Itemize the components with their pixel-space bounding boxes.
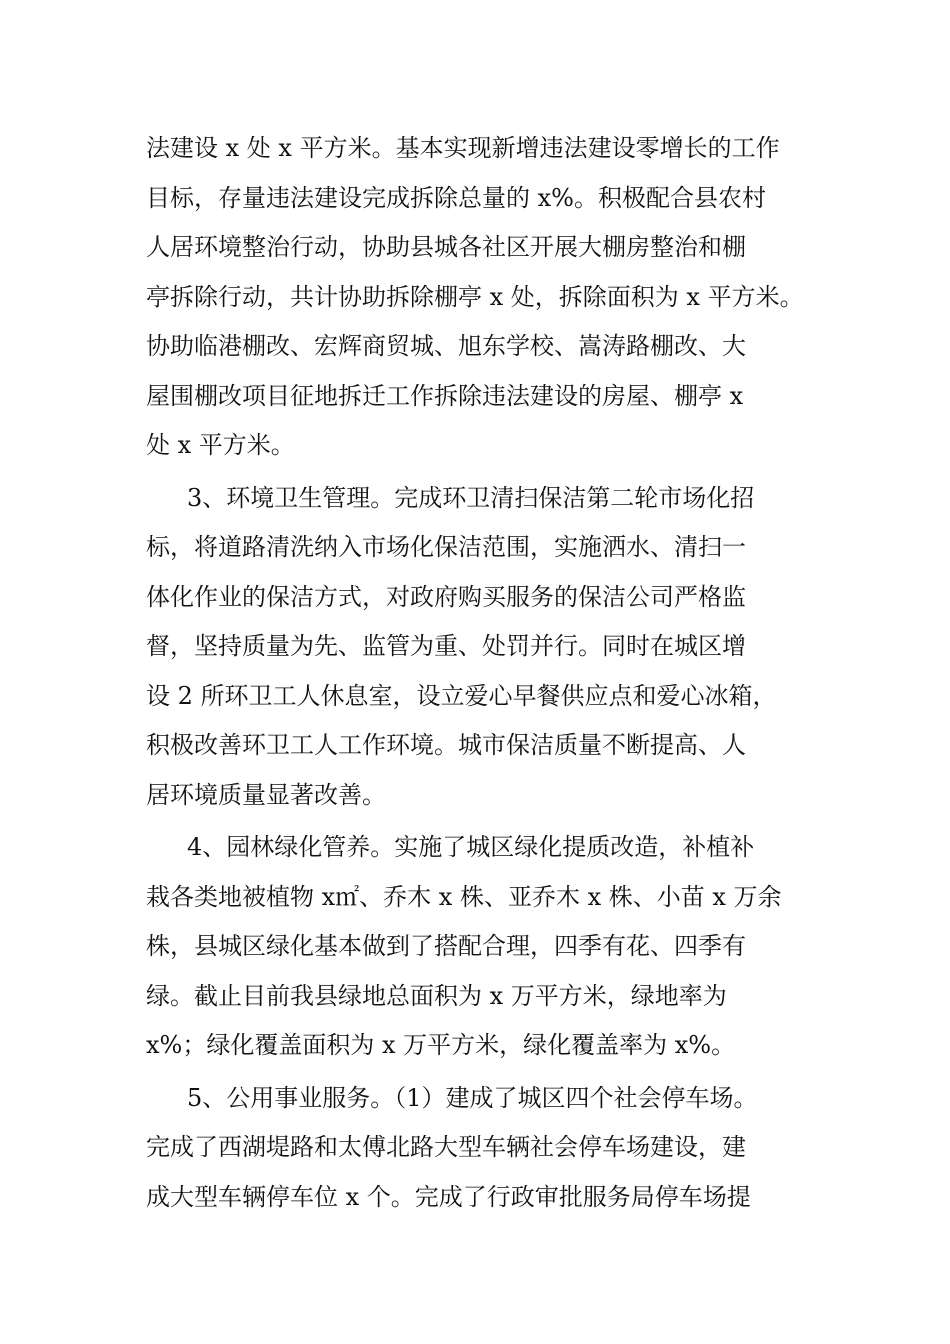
text-line: 目标，存量违法建设完成拆除总量的 x%。积极配合县农村 bbox=[146, 183, 766, 212]
text-line: 居环境质量显著改善。 bbox=[146, 780, 386, 809]
paragraph-1 bbox=[146, 124, 826, 471]
text-line: 法建设 x 处 x 平方米。基本实现新增违法建设零增长的工作 bbox=[146, 134, 780, 162]
paragraph-4 bbox=[146, 1074, 826, 1223]
text-line: 株，县城区绿化基本做到了搭配合理，四季有花、四季有 bbox=[146, 932, 746, 960]
paragraph-2 bbox=[146, 474, 826, 821]
text-line: 处 x 平方米。 bbox=[146, 431, 295, 459]
text-line: 协助临港棚改、宏辉商贸城、旭东学校、嵩涛路棚改、大 bbox=[146, 332, 746, 360]
paragraph-3 bbox=[146, 823, 826, 1071]
text-line: 栽各类地被植物 x㎡、乔木 x 株、亚乔木 x 株、小苗 x 万余 bbox=[146, 882, 782, 911]
text-line: 4、园林绿化管养。实施了城区绿化提质改造，补植补 bbox=[187, 833, 755, 861]
document-body bbox=[146, 124, 826, 1222]
text-line: 3、环境卫生管理。完成环卫清扫保洁第二轮市场化招 bbox=[187, 483, 755, 512]
text-line: 标，将道路清洗纳入市场化保洁范围，实施洒水、清扫一 bbox=[146, 533, 746, 561]
text-line: 亭拆除行动，共计协助拆除棚亭 x 处，拆除面积为 x 平方米。 bbox=[146, 282, 804, 311]
text-line: 完成了西湖堤路和太傅北路大型车辆社会停车场建设，建 bbox=[146, 1133, 746, 1161]
text-line: 体化作业的保洁方式，对政府购买服务的保洁公司严格监 bbox=[146, 582, 746, 611]
text-line: 积极改善环卫工人工作环境。城市保洁质量不断提高、人 bbox=[146, 731, 746, 759]
text-line: 绿。截止目前我县绿地总面积为 x 万平方米，绿地率为 bbox=[146, 981, 727, 1010]
text-line: 5、公用事业服务。（1）建成了城区四个社会停车场。 bbox=[187, 1083, 758, 1112]
text-line: x%；绿化覆盖面积为 x 万平方米，绿化覆盖率为 x%。 bbox=[146, 1031, 736, 1059]
text-line: 督，坚持质量为先、监管为重、处罚并行。同时在城区增 bbox=[146, 632, 746, 660]
text-line: 成大型车辆停车位 x 个。完成了行政审批服务局停车场提 bbox=[146, 1182, 751, 1211]
text-line: 人居环境整治行动，协助县城各社区开展大棚房整治和棚 bbox=[146, 233, 746, 261]
text-line: 设 2 所环卫工人休息室，设立爱心早餐供应点和爱心冰箱， bbox=[146, 681, 777, 710]
text-line: 屋围棚改项目征地拆迁工作拆除违法建设的房屋、棚亭 x bbox=[146, 381, 744, 410]
